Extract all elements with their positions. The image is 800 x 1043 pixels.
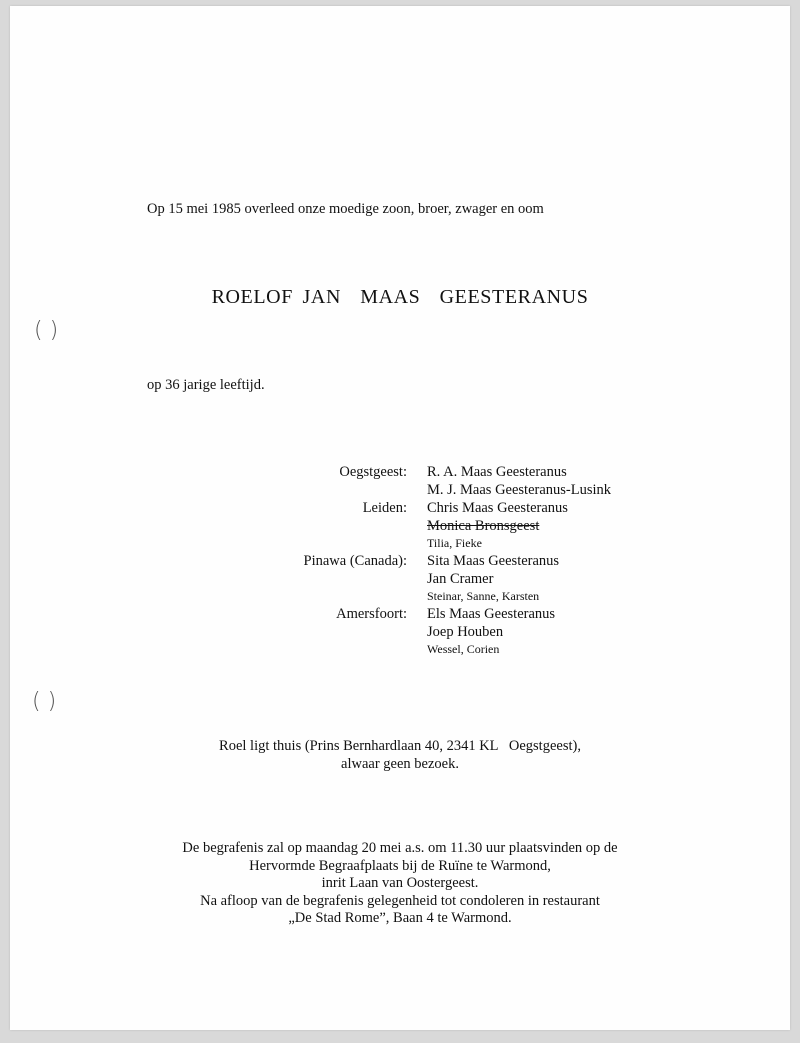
viewing-line: alwaar geen bezoek. [341, 756, 459, 772]
family-member: Sita Maas Geesteranus [427, 553, 560, 569]
family-place: Leiden: [362, 500, 407, 516]
family-children: Steinar, Sanne, Karsten [427, 589, 540, 603]
family-group [10, 552, 790, 605]
intro-line: Op 15 mei 1985 overleed onze moedige zoon, broer, zwager en oom [147, 201, 544, 217]
family-group [10, 499, 790, 552]
family-place: Amersfoort: [336, 606, 407, 622]
family-member: Monica Bronsgeest [427, 518, 540, 534]
family-children: Tilia, Fieke [427, 536, 482, 550]
family-member: Joep Houben [427, 624, 504, 640]
family-names [427, 605, 790, 658]
family-group [10, 463, 790, 499]
family-children: Wessel, Corien [427, 642, 500, 656]
family-place: Pinawa (Canada): [303, 553, 407, 569]
viewing-notice [10, 737, 790, 773]
age-line: op 36 jarige leeftijd. [147, 377, 265, 393]
funeral-line: „De Stad Rome”, Baan 4 te Warmond. [288, 910, 512, 926]
family-member: Chris Maas Geesteranus [427, 500, 568, 516]
family-member: Els Maas Geesteranus [427, 606, 556, 622]
family-list [10, 463, 790, 658]
family-member: R. A. Maas Geesteranus [427, 464, 567, 480]
funeral-line: inrit Laan van Oostergeest. [321, 875, 479, 891]
punch-hole-top: ( ) [34, 318, 59, 343]
viewing-line: Roel ligt thuis (Prins Bernhardlaan 40, 2341 KL Oegstgeest), [219, 738, 581, 754]
family-names [427, 499, 790, 552]
funeral-line: Hervormde Begraafplaats bij de Ruïne te Warmond, [249, 857, 551, 874]
punch-hole-bottom: ( ) [32, 689, 57, 714]
funeral-line: De begrafenis zal op maandag 20 mei a.s. om 11.30 uur plaatsvinden op de [182, 840, 618, 856]
funeral-notice [10, 840, 790, 928]
family-member: Jan Cramer [427, 571, 494, 587]
family-names [427, 552, 790, 605]
family-names [427, 463, 790, 499]
document-page [10, 6, 790, 1030]
family-place: Oegstgeest: [339, 464, 407, 480]
family-group [10, 605, 790, 658]
funeral-line: Na afloop van de begrafenis gelegenheid tot condoleren in restaurant [200, 892, 600, 909]
deceased-name: ROELOF JAN MAAS GEESTERANUS [211, 286, 589, 308]
family-member: M. J. Maas Geesteranus-Lusink [427, 482, 612, 498]
